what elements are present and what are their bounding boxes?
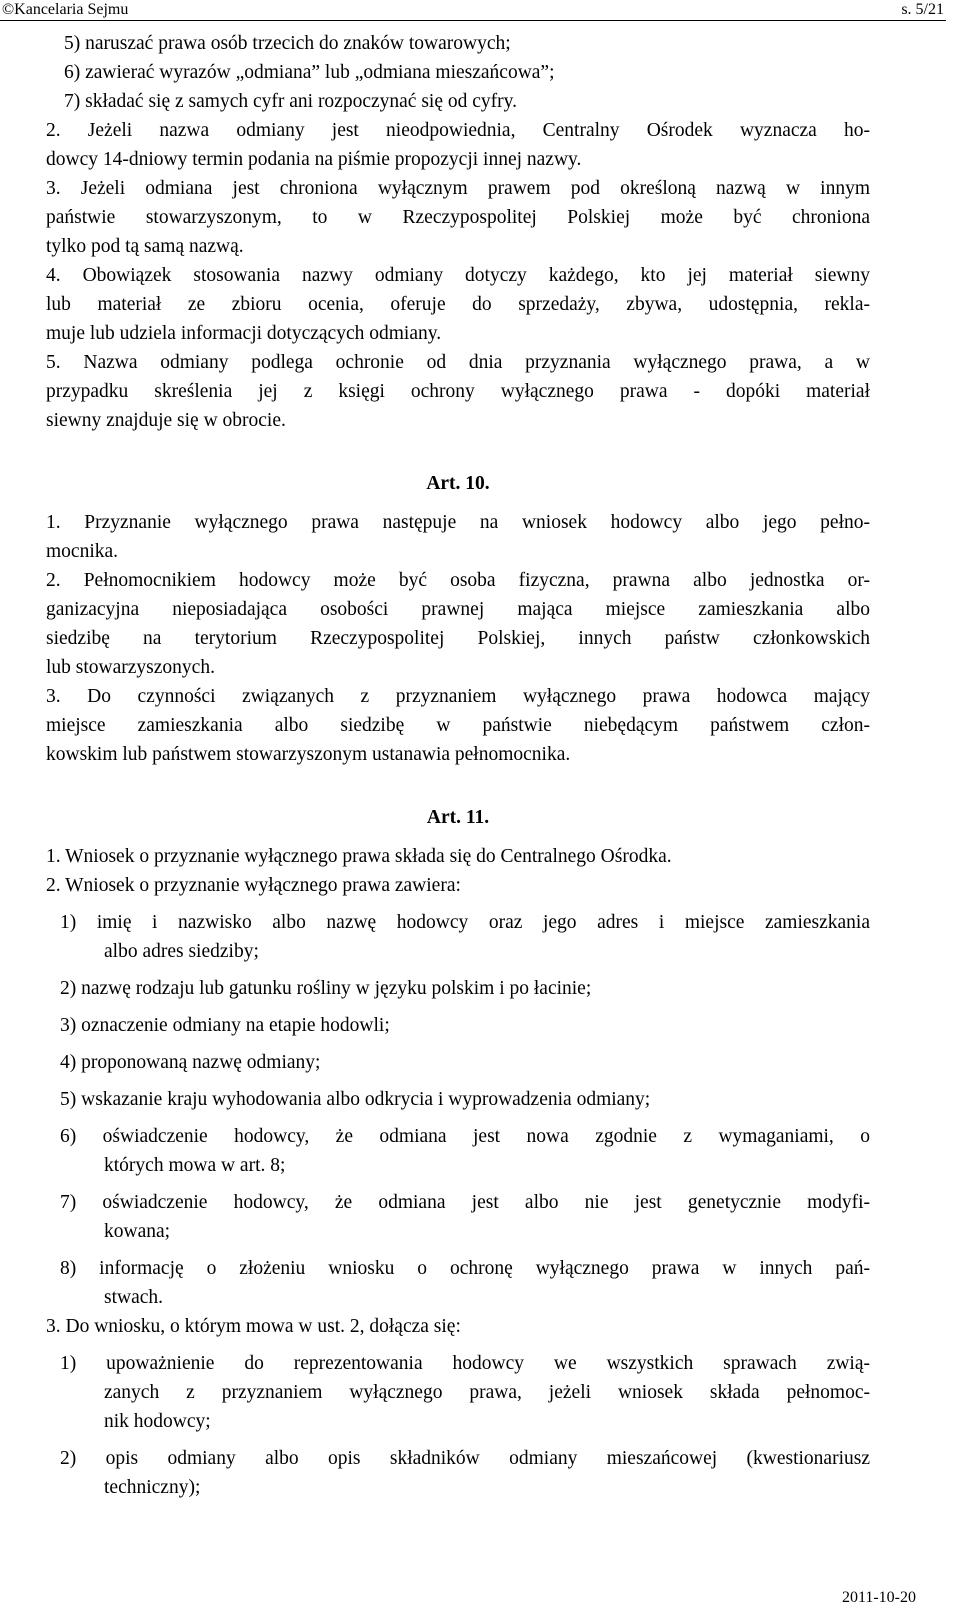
text-line: lub stowarzyszonych. xyxy=(46,657,215,678)
text-line: siewny znajduje się w obrocie. xyxy=(46,410,286,431)
text-line: albo adres siedziby; xyxy=(104,941,259,962)
list-item: 7) składać się z samych cyfr ani rozpoczynać się od cyfry. xyxy=(64,91,517,112)
list-item: 2) nazwę rodzaju lub gatunku rośliny w języku polskim i po łacinie; xyxy=(60,978,592,999)
paragraph: 1. Wniosek o przyznanie wyłącznego prawa składa się do Centralnego Ośrodka. xyxy=(46,846,672,867)
text-line: kowskim lub państwem stowarzyszonym ustanawia pełnomocnika. xyxy=(46,744,571,765)
text-line: mocnika. xyxy=(46,541,119,562)
text-line: 1. Przyznanie wyłącznego prawa następuje na wniosek hodowcy albo jego pełno- xyxy=(46,512,870,533)
paragraph xyxy=(46,174,870,261)
text-line: 7) oświadczenie hodowcy, że odmiana jest albo nie jest genetycznie modyfi- xyxy=(60,1192,870,1213)
text-line: 8) informację o złożeniu wniosku o ochronę wyłącznego prawa w innych pań- xyxy=(60,1258,870,1279)
header-rule xyxy=(0,20,946,21)
list-item xyxy=(46,908,870,966)
text-line: których mowa w art. 8; xyxy=(104,1155,286,1176)
footer-date: 2011-10-20 xyxy=(841,1589,916,1606)
paragraph: 3. Do wniosku, o którym mowa w ust. 2, dołącza się: xyxy=(46,1316,461,1337)
list-item xyxy=(46,1254,870,1312)
text-line: 6) oświadczenie hodowcy, że odmiana jest nowa zgodnie z wymaganiami, o xyxy=(60,1126,870,1147)
list-item xyxy=(46,1444,870,1502)
list-item: 4) proponowaną nazwę odmiany; xyxy=(60,1052,321,1073)
article-heading: Art. 11. xyxy=(426,807,490,828)
text-line: 2. Pełnomocnikiem hodowcy może być osoba fizyczna, prawna albo jednostka or- xyxy=(46,570,870,591)
paragraph xyxy=(46,116,870,174)
text-line: 2) opis odmiany albo opis składników odmiany mieszańcowej (kwestionariusz xyxy=(60,1448,870,1469)
text-line: 3. Jeżeli odmiana jest chroniona wyłącznym prawem pod określoną nazwą w innym xyxy=(46,178,870,199)
text-line: techniczny); xyxy=(104,1477,201,1498)
text-line: kowana; xyxy=(104,1221,171,1242)
text-line: zanych z przyznaniem wyłącznego prawa, jeżeli wniosek składa pełnomoc- xyxy=(104,1382,870,1403)
list-item xyxy=(46,1188,870,1246)
list-item: 6) zawierać wyrazów „odmiana” lub „odmiana mieszańcowa”; xyxy=(64,62,555,83)
text-line: stwach. xyxy=(104,1287,164,1308)
text-line: 3. Do czynności związanych z przyznaniem wyłącznego prawa hodowca mający xyxy=(46,686,870,707)
text-line: muje lub udziela informacji dotyczących odmiany. xyxy=(46,323,442,344)
paragraph xyxy=(46,682,870,769)
text-line: ganizacyjna nieposiadająca osobości prawnej mająca miejsce zamieszkania albo xyxy=(46,599,870,620)
text-line: nik hodowcy; xyxy=(104,1411,211,1432)
paragraph xyxy=(46,508,870,566)
list-item: 5) naruszać prawa osób trzecich do znaków towarowych; xyxy=(64,33,511,54)
header-source: ©Kancelaria Sejmu xyxy=(2,1,129,18)
list-item: 5) wskazanie kraju wyhodowania albo odkrycia i wyprowadzenia odmiany; xyxy=(60,1089,651,1110)
text-line: przypadku skreślenia jej z księgi ochrony wyłącznego prawa - dopóki materiał xyxy=(46,381,870,402)
text-line: tylko pod tą samą nazwą. xyxy=(46,236,244,257)
text-line: państwie stowarzyszonym, to w Rzeczypospolitej Polskiej może być chroniona xyxy=(46,207,870,228)
document-body xyxy=(46,29,870,1502)
paragraph xyxy=(46,566,870,682)
list-item xyxy=(46,1349,870,1436)
text-line: 5. Nazwa odmiany podlega ochronie od dnia przyznania wyłącznego prawa, a w xyxy=(46,352,870,373)
text-line: 2. Jeżeli nazwa odmiany jest nieodpowiednia, Centralny Ośrodek wyznacza ho- xyxy=(46,120,870,141)
page-number: s. 5/21 xyxy=(901,1,944,18)
text-line: 1) upoważnienie do reprezentowania hodowcy we wszystkich sprawach zwią- xyxy=(60,1353,870,1374)
article-heading: Art. 10. xyxy=(426,473,490,494)
text-line: 1) imię i nazwisko albo nazwę hodowcy oraz jego adres i miejsce zamieszkania xyxy=(60,912,870,933)
text-line: lub materiał ze zbioru ocenia, oferuje do sprzedaży, zbywa, udostępnia, rekla- xyxy=(46,294,870,315)
list-item xyxy=(46,1122,870,1180)
paragraph xyxy=(46,348,870,435)
text-line: dowcy 14-dniowy termin podania na piśmie propozycji innej nazwy. xyxy=(46,149,582,170)
paragraph: 2. Wniosek o przyznanie wyłącznego prawa zawiera: xyxy=(46,875,461,896)
text-line: 4. Obowiązek stosowania nazwy odmiany dotyczy każdego, kto jej materiał siewny xyxy=(46,265,870,286)
text-line: miejsce zamieszkania albo siedzibę w państwie niebędącym państwem człon- xyxy=(46,715,870,736)
paragraph xyxy=(46,261,870,348)
text-line: siedzibę na terytorium Rzeczypospolitej Polskiej, innych państw członkowskich xyxy=(46,628,870,649)
list-item: 3) oznaczenie odmiany na etapie hodowli; xyxy=(60,1015,390,1036)
